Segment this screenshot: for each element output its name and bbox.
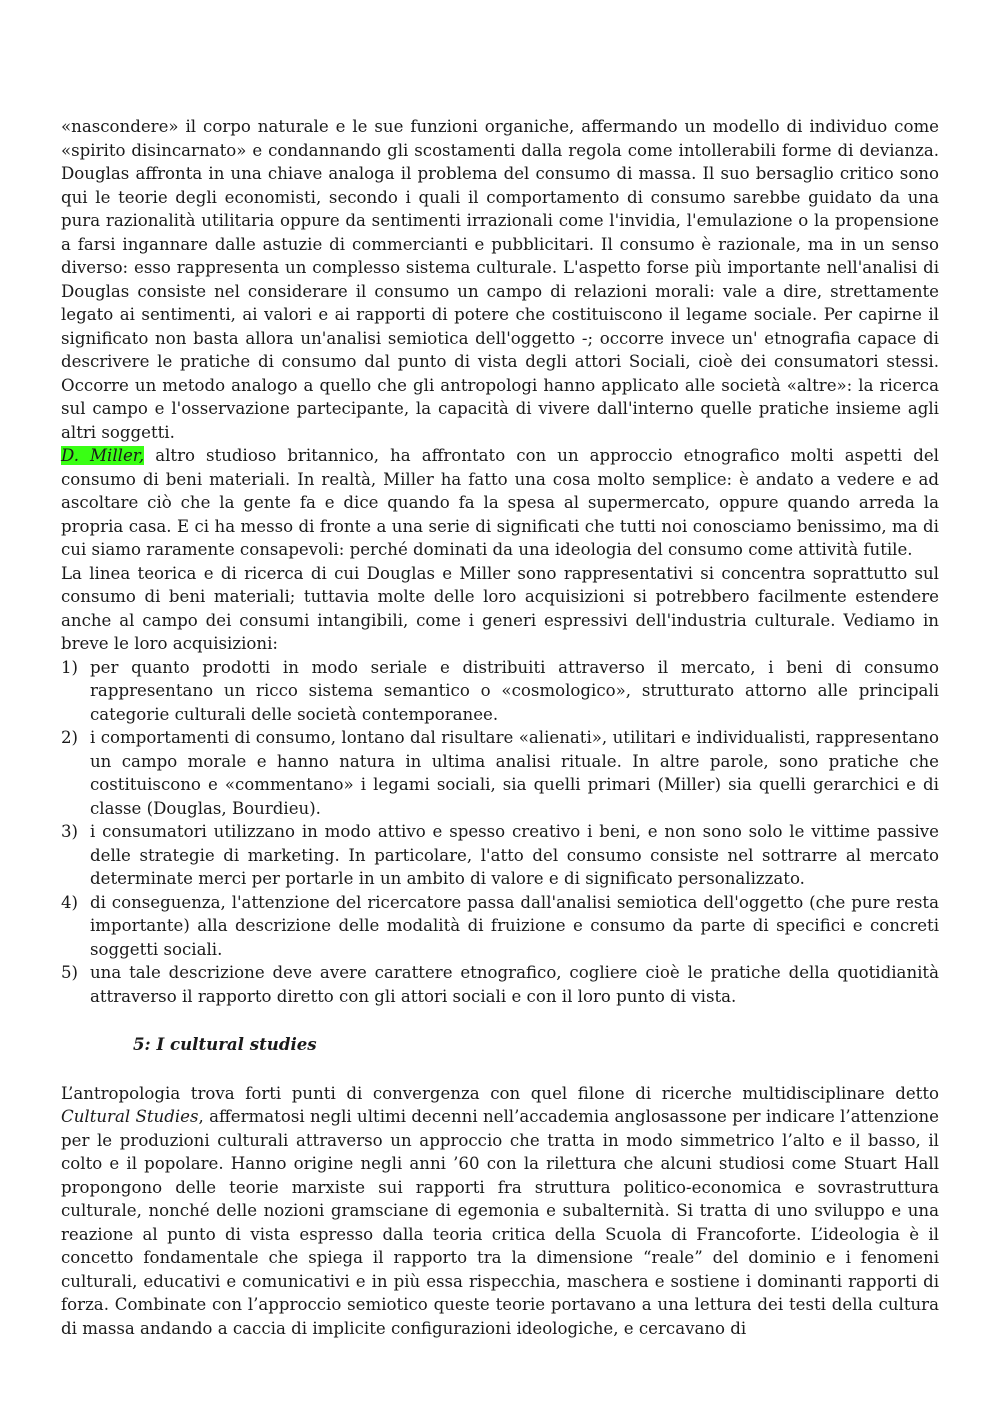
list-item-number: 2): [61, 728, 79, 747]
paragraph-miller-text: altro studioso britannico, ha affrontato con un approccio etnografico molti aspetti del consumo di beni materiali. In realtà, Miller ha fatto una cosa molto semplice: è andato a vedere e ad ascoltare ciò che la gente fa e dice quando fa la spesa al supermercato, oppure quando arreda la propria casa. E ci ha messo di fronte a una serie di significati che tutti noi conosciamo benissimo, ma di cui siamo raramente consapevoli: perché dominati da una ideologia del consumo come attività futile.: [61, 446, 939, 559]
paragraph-cultural-studies-start: L’antropologia trova forti punti di convergenza con quel filone di ricerche multidisciplinare detto: [61, 1083, 939, 1103]
section-heading: 5: I cultural studies: [133, 1034, 317, 1054]
paragraph-cultural-studies: [61, 1082, 939, 1341]
list-item-number: 5): [61, 963, 79, 982]
cultural-studies-term: Cultural Studies: [61, 1107, 199, 1126]
list-item-text: una tale descrizione deve avere carattere etnografico, cogliere cioè le pratiche della quotidianità attraverso il rapporto diretto con gli attori sociali e con il loro punto di vista.: [90, 963, 939, 1006]
paragraph-miller: [61, 444, 939, 562]
list-item-text: per quanto prodotti in modo seriale e distribuiti attraverso il mercato, i beni di consumo rappresentano un ricco sistema semantico o «cosmologico», strutturato attorno alle principali categorie culturali delle società contemporanee.: [90, 657, 939, 724]
paragraph-douglas: «nascondere» il corpo naturale e le sue funzioni organiche, affermando un modello di individuo come «spirito disincarnato» e condannando gli scostamenti dalla regola come intollerabili forme di devianza. Douglas affronta in una chiave analoga il problema del consumo di massa. Il suo bersaglio critico sono qui le teorie degli economisti, secondo i quali il comportamento di consumo sarebbe guidato da una pura razionalità utilitaria oppure da sentimenti irrazionali come l'invidia, l'emulazione o la propensione a farsi ingannare dalle astuzie di commercianti e pubblicitari. Il consumo è razionale, ma in un senso diverso: esso rappresenta un complesso sistema culturale. L'aspetto forse più importante nell'analisi di Douglas consiste nel considerare il consumo un campo di relazioni morali: vale a dire, strettamente legato ai sentimenti, ai valori e ai rapporti di potere che costituiscono il legame sociale. Per capirne il significato non basta allora un'analisi semiotica dell'oggetto -; occorre invece un' etnografia capace di descrivere le pratiche di consumo dal punto di vista degli attori Sociali, cioè dei consumatori stessi. Occorre un metodo analogo a quello che gli antropologi hanno applicato alle società «altre»: la ricerca sul campo e l'osservazione partecipante, la capacità di vivere dall'interno quelle pratiche insieme agli altri soggetti.: [61, 117, 939, 442]
list-item: [61, 656, 939, 727]
list-item-number: 3): [61, 822, 79, 841]
paragraph-acquisitions-intro: La linea teorica e di ricerca di cui Douglas e Miller sono rappresentativi si concentra soprattutto sul consumo di beni materiali; tuttavia molte delle loro acquisizioni si potrebbero facilmente estendere anche al campo dei consumi intangibili, come i generi espressivi dell'industria culturale. Vediamo in breve le loro acquisizioni:: [61, 563, 939, 653]
list-item-text: i comportamenti di consumo, lontano dal risultare «alienati», utilitari e individualisti, rappresentano un campo morale e hanno natura in ultima analisi rituale. In altre parole, sono pratiche che costituiscono e «commentano» i legami sociali, sia quelli primari (Miller) sia quelli gerarchici e di classe (Douglas, Bourdieu).: [90, 728, 939, 818]
list-item-text: i consumatori utilizzano in modo attivo e spesso creativo i beni, e non sono solo le vittime passive delle strategie di marketing. In particolare, l'atto del consumo consiste nel sottrarre al mercato determinate merci per portarle in un ambito di valore e di significato personalizzato.: [90, 822, 939, 888]
paragraph-cultural-studies-rest: , affermatosi negli ultimi decenni nell’accademia anglosassone per indicare l’attenzione per le produzioni culturali attraverso un approccio che tratta in modo simmetrico l’alto e il basso, il colto e il popolare. Hanno origine negli anni ’60 con la rilettura che alcuni studiosi come Stuart Hall propongono delle teorie marxiste sui rapporti fra struttura politico-economica e sovrastruttura culturale, nonché delle nozioni gramsciane di egemonia e subalternità. Si tratta di uno sviluppo e una reazione al punto di vista espresso dalla teoria critica della Scuola di Francoforte. L’ideologia è il concetto fondamentale che spiega il rapporto tra la dimensione “reale” del dominio e i fenomeni culturali, educativi e comunicativi e in più essa rispecchia, maschera e sostiene i dominanti rapporti di forza. Combinate con l’approccio semiotico queste teorie portavano a una lettura dei testi della cultura di massa andando a caccia di implicite configurazioni ideologiche, e cercavano di: [61, 1107, 939, 1338]
list-item: [61, 820, 939, 891]
list-item: [61, 891, 939, 962]
list-item-number: 1): [61, 657, 79, 677]
list-item-number: 4): [61, 892, 79, 912]
acquisitions-list: [61, 656, 939, 1009]
highlighted-author: D. Miller,: [61, 446, 145, 465]
list-item: [61, 961, 939, 1008]
list-item: [61, 726, 939, 820]
list-item-text: di conseguenza, l'attenzione del ricercatore passa dall'analisi semiotica dell'oggetto (che pure resta importante) alla descrizione delle modalità di fruizione e consumo da parte di specifici e concreti soggetti sociali.: [90, 892, 939, 959]
